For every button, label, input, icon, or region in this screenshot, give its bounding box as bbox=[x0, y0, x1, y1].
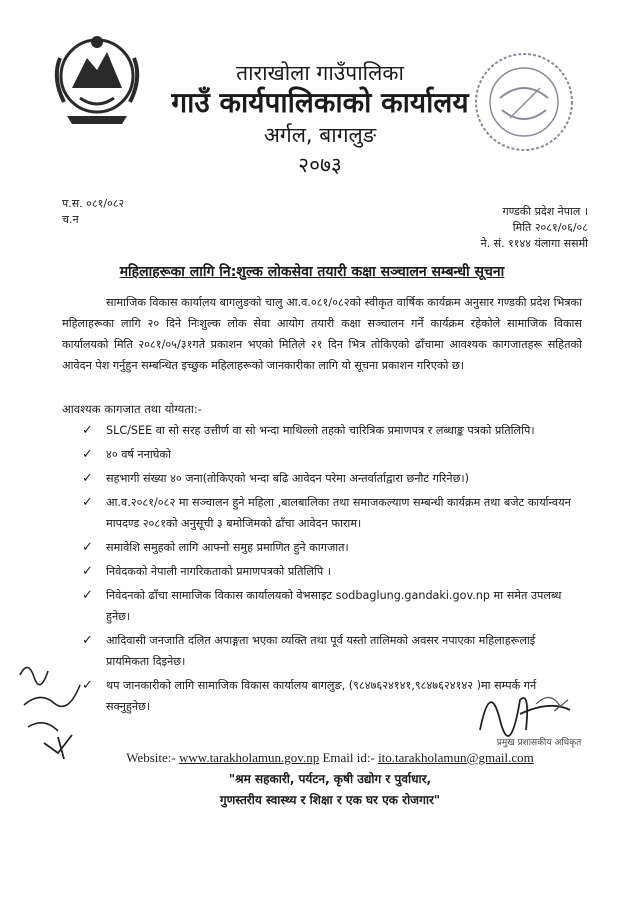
nepal-sambat-date: ने. सं. ११४४ यंलागा ससमी bbox=[480, 237, 588, 250]
check-icon: ✓ bbox=[82, 423, 93, 438]
website-link[interactable]: www.tarakholamun.gov.np bbox=[179, 750, 320, 765]
list-item: ✓ आदिवासी जनजाति दलित अपाङ्गता भएका व्यक्ति तथा पूर्व यस्तो तालिमको अवसर नपाएका महिलाहरूलाई प्रायमिकता दिइनेछ। bbox=[82, 630, 582, 672]
date-text: मिति २०८१/०६/०८ bbox=[512, 221, 588, 234]
check-icon: ✓ bbox=[82, 495, 93, 510]
office-header bbox=[150, 60, 490, 178]
check-icon: ✓ bbox=[82, 471, 93, 486]
notice-body: सामाजिक विकास कार्यालय बागलुङको चालु आ.व.०८१/०८२को स्वीकृत वार्षिक कार्यक्रम अनुसार गण्डकी प्रदेश भित्रका महिलाहरूका लागि २० दिने निःशुल्क लोक सेवा आयोग तयारी कक्षा सञ्चालन गर्ने कार्यक्रम रहेकोले सामाजिक विकास कार्यालयको मिति २०८१/०५/३१गते प्रकाशन भएको मितिले २१ दिन भित्र तोकिएको ढाँचामा आवश्यक कागजातहरू सहितको आवेदन पेश गर्नुहुन सम्बन्धित इच्छुक महिलाहरूको जानकारीका लागि यो सूचना प्रकाशन गरिएको छ। bbox=[62, 296, 582, 372]
list-item: ✓ SLC/SEE वा सो सरह उत्तीर्ण वा सो भन्दा माथिल्लो तहको चारित्रिक प्रमाणपत्र र लब्धाङ्क पत्रको प्रतिलिपि। bbox=[82, 420, 582, 441]
list-item: ✓ ४० वर्ष ननाघेको bbox=[82, 444, 582, 465]
office-seal-icon bbox=[470, 48, 578, 156]
date-block bbox=[444, 204, 588, 252]
government-emblem-icon bbox=[52, 28, 142, 128]
check-icon: ✓ bbox=[82, 588, 93, 603]
list-item: ✓ थप जानकारीको लागि सामाजिक विकास कार्यालय बागलुङ, (९८४७६२४१४१,९८४७६२४१४२ )मा सम्पर्क गर्न सक्नुहुनेछ। bbox=[82, 675, 582, 717]
municipality-name: ताराखोला गाउँपालिका bbox=[236, 61, 404, 85]
province-text: गण्डकी प्रदेश नेपाल । bbox=[502, 205, 588, 218]
contact-links bbox=[100, 750, 560, 766]
notice-heading: महिलाहरूका लागि नि:शुल्क लोकसेवा तयारी कक्षा सञ्चालन सम्बन्धी सूचना bbox=[119, 264, 505, 280]
established-year: २०७३ bbox=[298, 153, 342, 177]
slogan-line-1: "श्रम सहकारी, पर्यटन, कृषी उद्योग र पुर्वाधार, bbox=[228, 772, 432, 786]
website-label: Website:- bbox=[126, 750, 176, 765]
slogan-line-2: गुणस्तरीय स्वास्थ्य र शिक्षा र एक घर एक रोजगार" bbox=[219, 793, 441, 807]
office-name: गाउँ कार्यपालिकाको कार्यालय bbox=[171, 86, 469, 119]
check-icon: ✓ bbox=[82, 564, 93, 579]
check-icon: ✓ bbox=[82, 633, 93, 648]
handwritten-note-icon bbox=[14, 655, 94, 765]
check-icon: ✓ bbox=[82, 678, 93, 693]
footer bbox=[100, 750, 560, 808]
chalani-number: च.न bbox=[62, 213, 79, 226]
list-item: ✓ निवेदकको नेपाली नागरिकताको प्रमाणपत्रको प्रतिलिपि । bbox=[82, 561, 582, 582]
check-icon: ✓ bbox=[82, 447, 93, 462]
list-item: ✓ समावेशि समुहको लागि आफ्नो समुह प्रमाणित हुने कागजात। bbox=[82, 537, 582, 558]
list-item: ✓ सहभागी संख्या ४० जना(तोकिएको भन्दा बढि आवेदन परेमा अन्तर्वार्ताद्वारा छनौट गरिनेछ।) bbox=[82, 468, 582, 489]
requirements-title: आवश्यक कागजात तथा योग्यता:- bbox=[62, 402, 202, 416]
check-icon: ✓ bbox=[82, 540, 93, 555]
patra-sankhya: प.स. ०८१/०८२ bbox=[62, 197, 125, 210]
reference-block bbox=[62, 196, 124, 228]
list-item: ✓ निवेदनको ढाँचा सामाजिक विकास कार्यालयको वेभसाइट sodbaglung.gandaki.gov.np मा समेत उपलब्ध हुनेछ। bbox=[82, 585, 582, 627]
signatory-title: प्रमुख प्रशासकीय अधिकृत bbox=[496, 738, 582, 748]
email-link[interactable]: ito.tarakholamun@gmail.com bbox=[378, 750, 534, 765]
list-item: ✓ आ.व.२०८१/०८२ मा सञ्चालन हुने महिला ,बालबालिका तथा समाजकल्याण सम्बन्धी कार्यक्रम तथा बजेट कार्यान्वयन मापदण्ड २०८१को अनुसूची ३ बमोजिमको ढाँचा आवेदन फाराम। bbox=[82, 492, 582, 534]
email-label: Email id:- bbox=[322, 750, 375, 765]
office-address: अर्गल, बागलुङ bbox=[263, 123, 377, 147]
